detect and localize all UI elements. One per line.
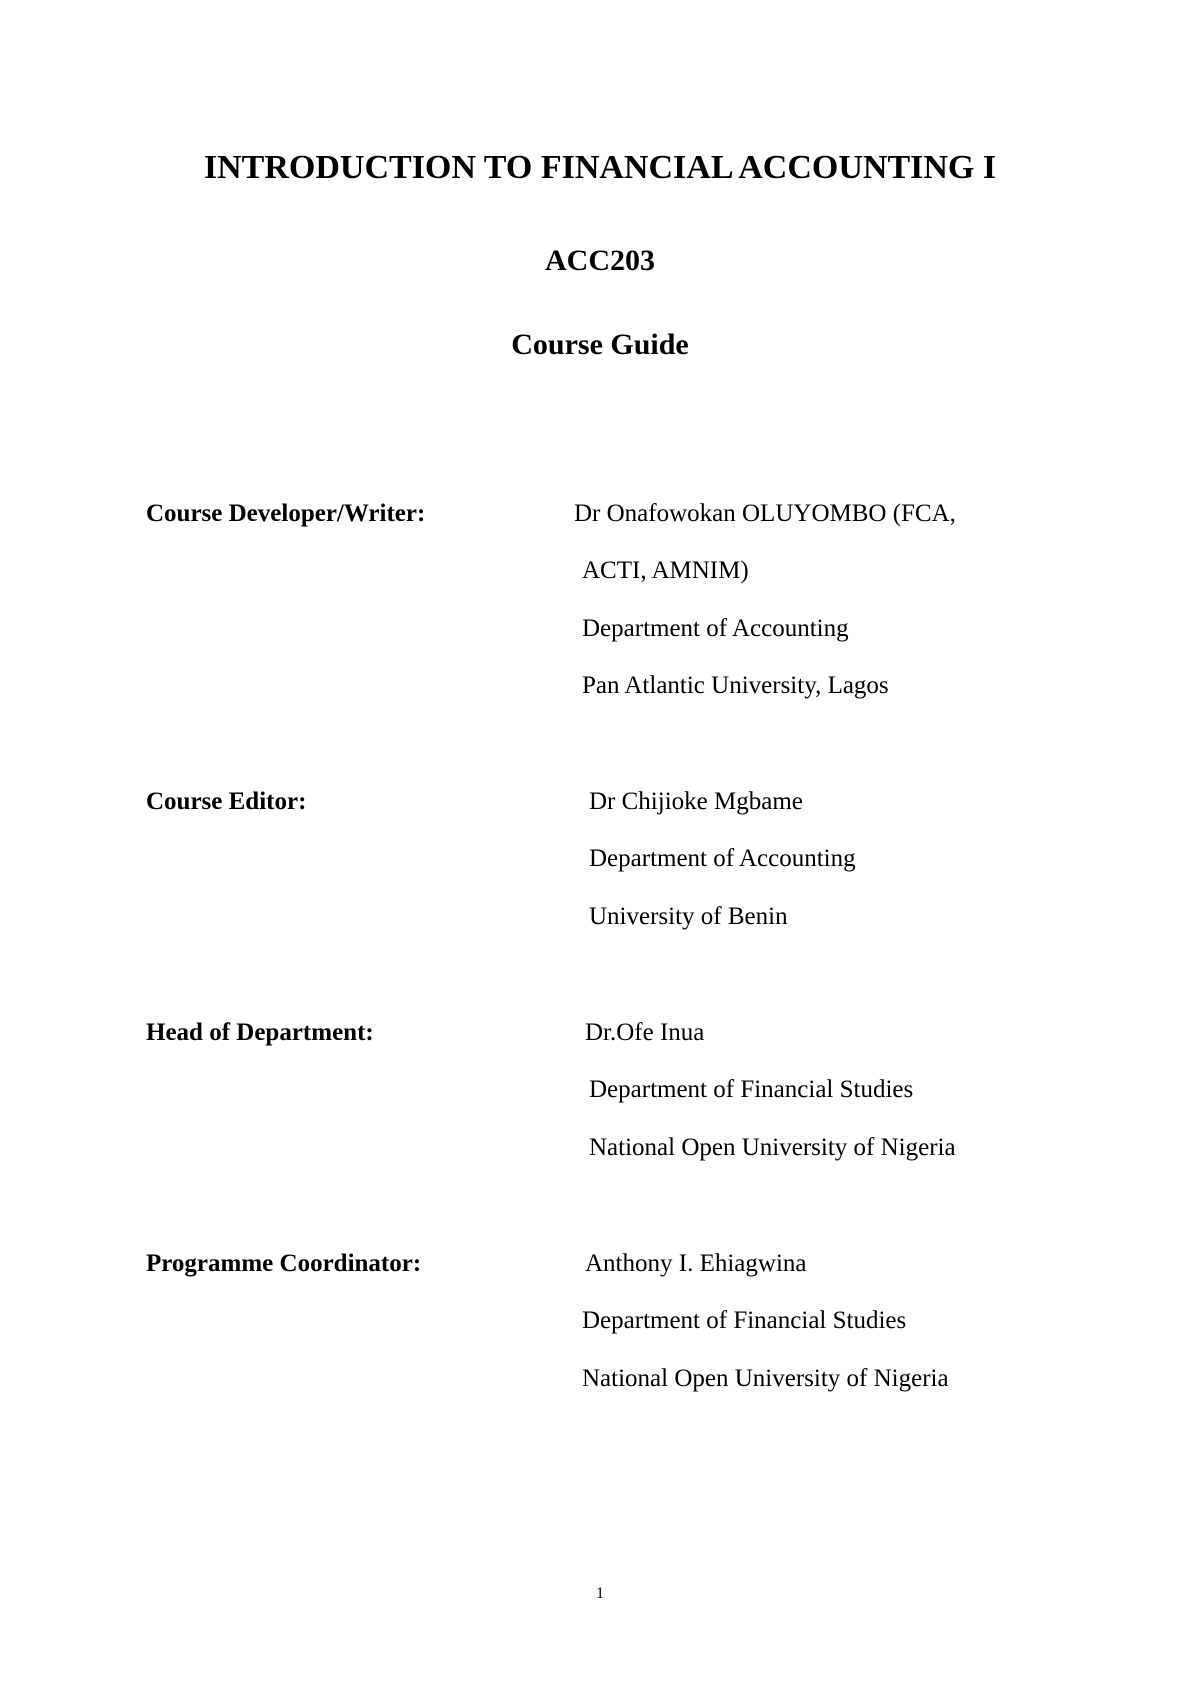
credit-line: University of Benin [589, 903, 788, 930]
credit-label-head-of-department: Head of Department: [146, 1019, 374, 1046]
credit-line: Department of Accounting [589, 845, 856, 872]
course-code: ACC203 [545, 244, 655, 277]
credit-label-editor: Course Editor: [146, 788, 307, 815]
document-subtitle: Course Guide [511, 328, 689, 361]
credit-line: ACTI, AMNIM) [582, 557, 749, 584]
credit-line: Department of Financial Studies [589, 1076, 914, 1103]
credit-line: Anthony I. Ehiagwina [585, 1250, 807, 1277]
credit-line: National Open University of Nigeria [582, 1365, 949, 1392]
credit-line: Department of Accounting [582, 615, 849, 642]
page-number: 1 [596, 1585, 604, 1602]
credit-line: Dr Onafowokan OLUYOMBO (FCA, [574, 500, 956, 527]
document-title: INTRODUCTION TO FINANCIAL ACCOUNTING I [203, 149, 997, 186]
credit-line: Dr Chijioke Mgbame [589, 788, 803, 815]
credit-line: Pan Atlantic University, Lagos [582, 672, 889, 699]
credit-label-programme-coordinator: Programme Coordinator: [146, 1250, 422, 1277]
credit-label-developer: Course Developer/Writer: [146, 500, 426, 527]
credit-line: Dr.Ofe Inua [585, 1019, 705, 1046]
credit-line: National Open University of Nigeria [589, 1134, 956, 1161]
credit-line: Department of Financial Studies [582, 1307, 907, 1334]
